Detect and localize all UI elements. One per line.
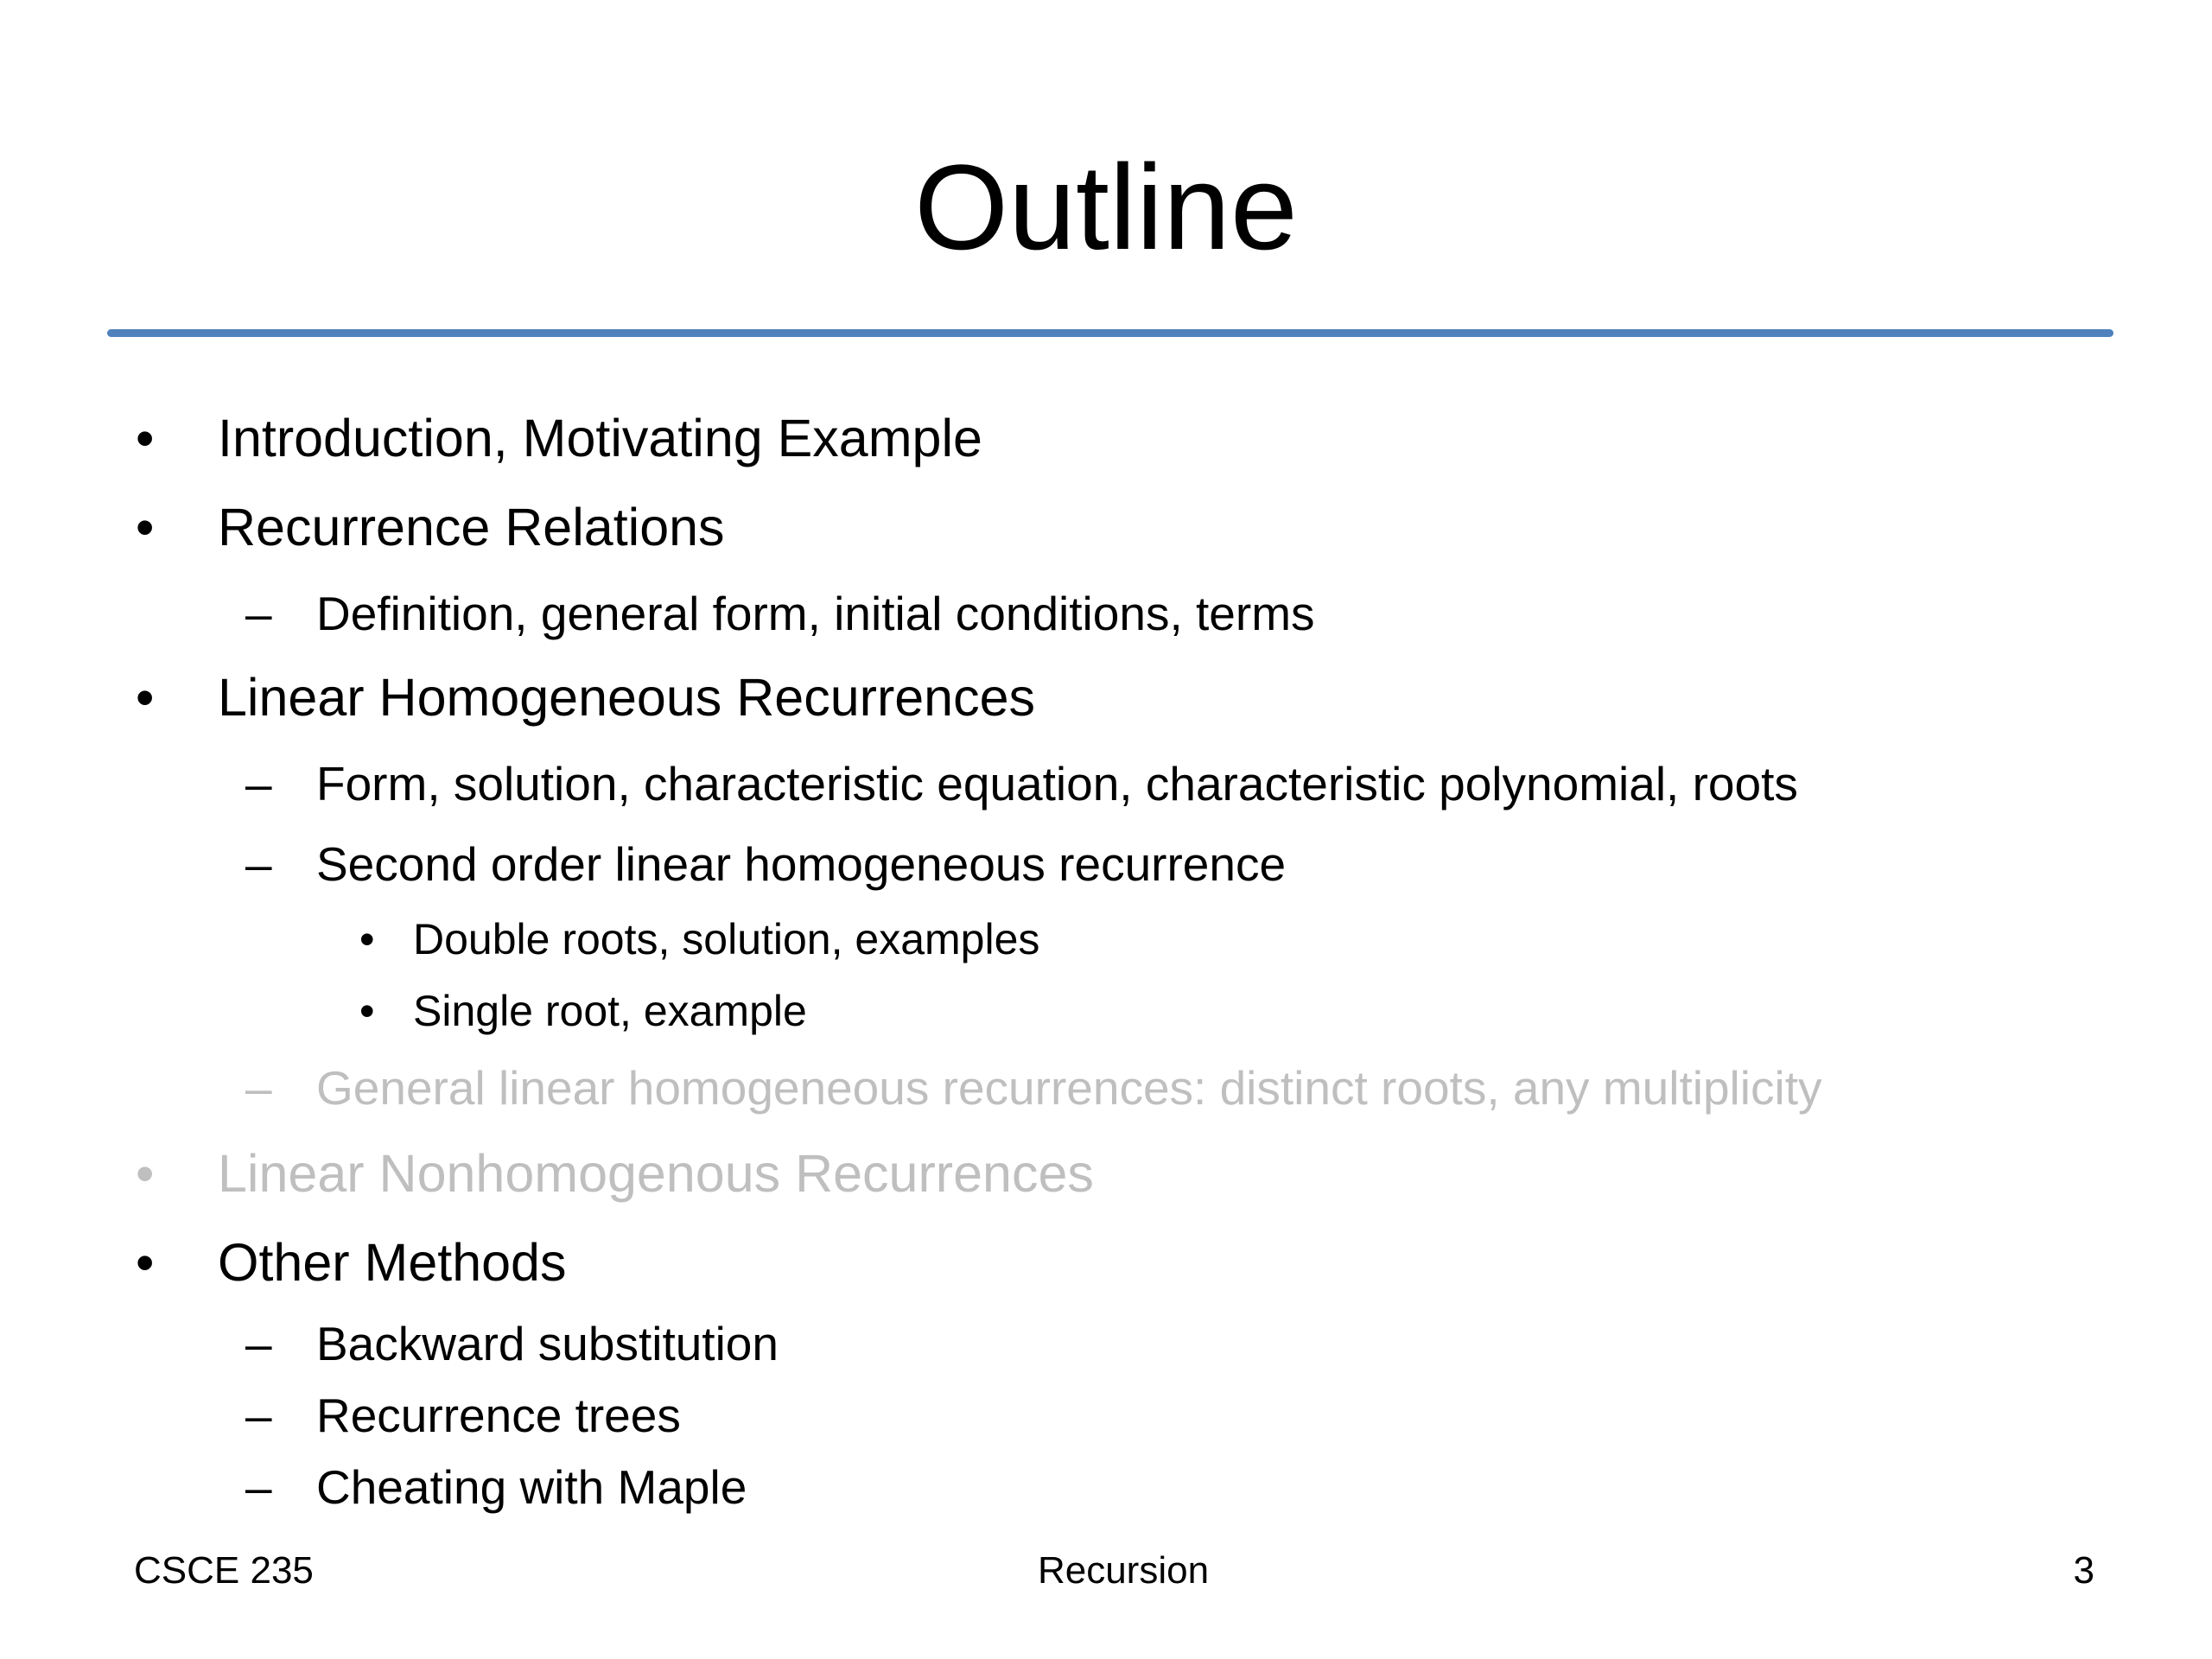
outline-item	[136, 409, 982, 467]
outline-item	[359, 915, 1040, 963]
outline-item-text: Second order linear homogeneous recurrence	[316, 837, 1287, 891]
dash-marker: –	[245, 757, 272, 810]
outline-item-text: Single root, example	[413, 987, 807, 1035]
footer-topic: Recursion	[1037, 1549, 1210, 1592]
dash-marker: –	[245, 1389, 272, 1442]
outline-item-dimmed	[245, 1061, 1822, 1115]
outline-item-text: Introduction, Motivating Example	[218, 409, 982, 467]
outline-item-text: Recurrence trees	[316, 1389, 681, 1442]
outline-item-text: Recurrence Relations	[218, 498, 725, 556]
outline-item	[136, 498, 725, 556]
footer-page-number: 3	[2073, 1549, 2094, 1592]
outline-item-dimmed	[136, 1144, 1094, 1203]
outline-item-text: Other Methods	[218, 1233, 567, 1292]
outline-item-text: Definition, general form, initial conditions, terms	[316, 587, 1315, 640]
outline-item-text: Cheating with Maple	[316, 1460, 747, 1514]
outline-item-text: Backward substitution	[316, 1317, 779, 1370]
outline-item-text: Linear Nonhomogenous Recurrences	[218, 1144, 1094, 1203]
outline-item	[359, 987, 807, 1035]
outline-item	[245, 587, 1315, 640]
outline-item	[136, 1233, 567, 1292]
dash-marker: –	[245, 1061, 272, 1115]
outline-item	[245, 757, 1798, 810]
outline-item	[136, 668, 1036, 727]
bullet-marker: •	[136, 668, 155, 727]
bullet-marker: •	[359, 915, 375, 963]
outline-item	[245, 1389, 681, 1442]
bullet-marker: •	[136, 1233, 155, 1292]
dash-marker: –	[245, 1460, 272, 1514]
outline-item-text: Linear Homogeneous Recurrences	[218, 668, 1036, 727]
outline-item	[245, 837, 1287, 891]
bullet-marker: •	[359, 987, 375, 1035]
slide-title: Outline	[914, 139, 1298, 275]
bullet-marker: •	[136, 498, 155, 556]
dash-marker: –	[245, 1317, 272, 1370]
dash-marker: –	[245, 837, 272, 891]
outline-item-text: Double roots, solution, examples	[413, 915, 1040, 963]
outline-item-text: General linear homogeneous recurrences: distinct roots, any multiplicity	[316, 1061, 1822, 1115]
bullet-marker: •	[136, 1144, 155, 1203]
outline-item	[245, 1460, 747, 1514]
footer-course: CSCE 235	[134, 1549, 314, 1592]
bullet-marker: •	[136, 409, 155, 467]
outline-item	[245, 1317, 779, 1370]
outline-item-text: Form, solution, characteristic equation, characteristic polynomial, roots	[316, 757, 1798, 810]
dash-marker: –	[245, 587, 272, 640]
